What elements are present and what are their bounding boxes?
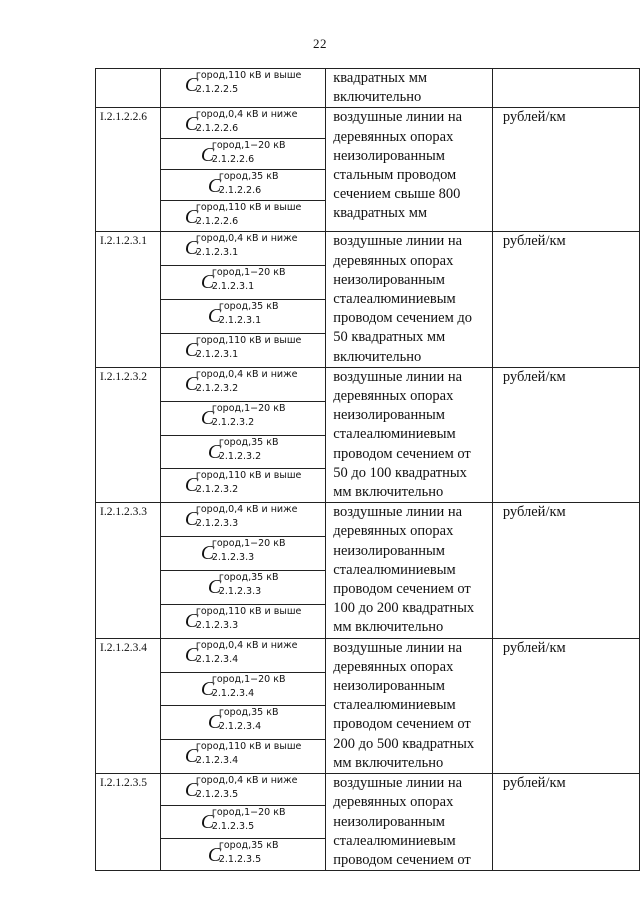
description-line: деревянных опорах — [333, 794, 454, 811]
rate-symbol-superscript: город,35 кВ — [218, 436, 279, 448]
description-line: воздушные линии на — [333, 233, 463, 250]
rate-symbol-letter: C — [184, 609, 199, 632]
rate-symbol-letter: C — [184, 338, 199, 361]
rate-symbol-subscript: 2.1.2.3.5 — [195, 789, 239, 801]
rate-symbol-cell — [160, 108, 325, 139]
rate-symbol-cell — [160, 232, 325, 266]
rate-symbol — [161, 839, 325, 869]
rate-symbol-superscript: город,1−20 кВ — [211, 538, 286, 550]
description-line: деревянных опорах — [333, 523, 454, 540]
rate-symbol — [161, 266, 325, 296]
item-description — [326, 108, 493, 232]
description-line: деревянных опорах — [333, 388, 454, 405]
description-line: сталеалюминиевым — [333, 561, 456, 578]
rate-symbol-letter: C — [184, 372, 199, 395]
description-line: неизолированным — [333, 542, 445, 559]
item-description — [326, 774, 493, 871]
description-line: проводом сечением до — [333, 310, 472, 327]
rate-symbol-letter: C — [207, 440, 222, 463]
rate-symbol-subscript: 2.1.2.3.2 — [195, 382, 239, 394]
item-code: I.2.1.2.3.4 — [96, 638, 161, 773]
description-line: сталеалюминиевым — [333, 832, 456, 849]
unit-of-measure: рублей/км — [492, 774, 639, 871]
description-line: воздушные линии на — [333, 775, 463, 792]
rate-symbol — [161, 469, 325, 499]
rate-symbol-letter: C — [200, 144, 215, 167]
rate-symbol-letter: C — [207, 575, 222, 598]
description-line: 50 до 100 квадратных — [333, 464, 467, 481]
rate-symbol-subscript: 2.1.2.3.4 — [195, 755, 239, 767]
rate-symbol-superscript: город,35 кВ — [218, 571, 279, 583]
rate-symbol-subscript: 2.1.2.3.5 — [211, 821, 255, 833]
unit-of-measure: рублей/км — [492, 367, 639, 502]
item-description — [326, 638, 493, 773]
rate-symbol-subscript: 2.1.2.3.1 — [218, 315, 262, 327]
description-line: проводом сечением от — [333, 445, 471, 462]
rate-symbol — [161, 108, 325, 138]
rate-symbol-cell — [160, 706, 325, 740]
rate-symbol — [161, 706, 325, 736]
description-line: включительно — [333, 89, 422, 106]
rate-symbol — [161, 139, 325, 169]
description-line: сталеалюминиевым — [333, 291, 456, 308]
rate-symbol — [161, 503, 325, 533]
rate-symbol-superscript: город,0,4 кВ и ниже — [195, 368, 298, 380]
description-line: воздушные линии на — [333, 109, 463, 126]
description-line: включительно — [333, 348, 422, 365]
rate-symbol-cell — [160, 604, 325, 638]
rate-symbol-subscript: 2.1.2.3.1 — [195, 348, 239, 360]
table-row — [96, 774, 640, 806]
item-code: I.2.1.2.3.2 — [96, 367, 161, 502]
item-description — [326, 367, 493, 502]
description-line: проводом сечением от — [333, 581, 471, 598]
description-line: неизолированным — [333, 407, 445, 424]
description-line: квадратных мм — [333, 205, 428, 222]
unit-of-measure: рублей/км — [492, 503, 639, 638]
description-line: проводом сечением от — [333, 851, 471, 868]
description-line: стальным проводом — [333, 167, 457, 184]
item-description — [326, 503, 493, 638]
description-line: квадратных мм — [333, 70, 428, 86]
unit-of-measure — [492, 69, 639, 108]
rate-symbol-superscript: город,1−20 кВ — [211, 807, 286, 819]
rate-symbol-subscript: 2.1.2.3.1 — [211, 281, 255, 293]
rate-symbol-letter: C — [184, 206, 199, 229]
item-code: I.2.1.2.2.6 — [96, 108, 161, 232]
tariff-table-body — [96, 69, 640, 871]
rate-symbol-subscript: 2.1.2.2.6 — [195, 123, 239, 135]
rate-symbol-letter: C — [200, 677, 215, 700]
rate-symbol — [161, 232, 325, 262]
table-row — [96, 69, 640, 108]
rate-symbol-superscript: город,1−20 кВ — [211, 402, 286, 414]
rate-symbol-cell — [160, 170, 325, 201]
rate-symbol-superscript: город,35 кВ — [218, 301, 279, 313]
rate-symbol-superscript: город,110 кВ и выше — [195, 202, 302, 214]
description-line: деревянных опорах — [333, 252, 454, 269]
rate-symbol-subscript: 2.1.2.3.3 — [195, 518, 239, 530]
rate-symbol-superscript: город,0,4 кВ и ниже — [195, 504, 298, 516]
rate-symbol-subscript: 2.1.2.3.4 — [218, 721, 262, 733]
rate-symbol — [161, 334, 325, 364]
description-line: 200 до 500 квадратных — [333, 735, 475, 752]
rate-symbol-letter: C — [184, 643, 199, 666]
rate-symbol-letter: C — [184, 474, 199, 497]
unit-of-measure: рублей/км — [492, 108, 639, 232]
description-line: воздушные линии на — [333, 504, 463, 521]
unit-of-measure: рублей/км — [492, 232, 639, 367]
rate-symbol-subscript: 2.1.2.3.4 — [211, 687, 255, 699]
table-row — [96, 367, 640, 401]
rate-symbol-subscript: 2.1.2.3.2 — [195, 484, 239, 496]
rate-symbol — [161, 368, 325, 398]
description-line: неизолированным — [333, 678, 445, 695]
description-line: мм включительно — [333, 484, 444, 501]
rate-symbol — [161, 740, 325, 770]
rate-symbol — [161, 806, 325, 836]
rate-symbol-letter: C — [207, 843, 222, 866]
rate-symbol-cell — [160, 638, 325, 672]
description-line: воздушные линии на — [333, 639, 463, 656]
rate-symbol-superscript: город,0,4 кВ и ниже — [195, 109, 298, 121]
rate-symbol-letter: C — [200, 542, 215, 565]
rate-symbol-subscript: 2.1.2.3.1 — [195, 247, 239, 259]
rate-symbol-superscript: город,0,4 кВ и ниже — [195, 233, 298, 245]
rate-symbol-cell — [160, 69, 325, 108]
rate-symbol-letter: C — [207, 711, 222, 734]
rate-symbol-letter: C — [200, 406, 215, 429]
rate-symbol-cell — [160, 266, 325, 300]
description-line: сталеалюминиевым — [333, 697, 456, 714]
rate-symbol-superscript: город,0,4 кВ и ниже — [195, 639, 298, 651]
description-line: неизолированным — [333, 813, 445, 830]
description-line: проводом сечением от — [333, 716, 471, 733]
rate-symbol-letter: C — [184, 745, 199, 768]
rate-symbol-superscript: город,35 кВ — [218, 839, 279, 851]
rate-symbol-subscript: 2.1.2.3.3 — [211, 552, 255, 564]
rate-symbol-subscript: 2.1.2.2.5 — [195, 84, 239, 95]
rate-symbol-letter: C — [207, 175, 222, 198]
table-row — [96, 108, 640, 139]
rate-symbol-superscript: город,110 кВ и выше — [195, 70, 302, 81]
description-line: неизолированным — [333, 271, 445, 288]
tariff-table — [95, 68, 640, 871]
rate-symbol-superscript: город,110 кВ и выше — [195, 741, 302, 753]
rate-symbol-cell — [160, 740, 325, 774]
page-number: 22 — [313, 36, 327, 51]
rate-symbol — [161, 402, 325, 432]
rate-symbol-superscript: город,1−20 кВ — [211, 267, 286, 279]
description-line: сталеалюминиевым — [333, 426, 456, 443]
description-line: 50 квадратных мм — [333, 329, 446, 346]
rate-symbol — [161, 170, 325, 200]
rate-symbol — [161, 436, 325, 466]
rate-symbol-subscript: 2.1.2.3.2 — [218, 450, 262, 462]
item-description — [326, 232, 493, 367]
rate-symbol — [161, 300, 325, 330]
rate-symbol — [161, 571, 325, 601]
rate-symbol-cell — [160, 672, 325, 706]
rate-symbol-subscript: 2.1.2.3.2 — [211, 416, 255, 428]
rate-symbol — [161, 605, 325, 635]
rate-symbol — [161, 639, 325, 669]
rate-symbol-cell — [160, 201, 325, 232]
description-line: 100 до 200 квадратных — [333, 600, 475, 617]
rate-symbol-cell — [160, 570, 325, 604]
description-line: мм включительно — [333, 754, 444, 771]
rate-symbol — [161, 69, 325, 99]
rate-symbol-superscript: город,110 кВ и выше — [195, 470, 302, 482]
table-row — [96, 638, 640, 672]
item-code: I.2.1.2.3.3 — [96, 503, 161, 638]
rate-symbol-letter: C — [200, 811, 215, 834]
rate-symbol-subscript: 2.1.2.2.6 — [218, 185, 262, 197]
rate-symbol-cell — [160, 401, 325, 435]
unit-of-measure: рублей/км — [492, 638, 639, 773]
rate-symbol-cell — [160, 367, 325, 401]
rate-symbol-cell — [160, 806, 325, 838]
rate-symbol-cell — [160, 300, 325, 334]
rate-symbol-superscript: город,110 кВ и выше — [195, 334, 302, 346]
rate-symbol-letter: C — [184, 237, 199, 260]
rate-symbol-letter: C — [184, 779, 199, 802]
description-line: неизолированным — [333, 147, 445, 164]
rate-symbol-superscript: город,1−20 кВ — [211, 673, 286, 685]
item-code: I.2.1.2.3.5 — [96, 774, 161, 871]
item-code — [96, 69, 161, 108]
rate-symbol-cell — [160, 537, 325, 571]
rate-symbol-letter: C — [184, 74, 199, 96]
description-line: воздушные линии на — [333, 368, 463, 385]
rate-symbol-subscript: 2.1.2.3.3 — [195, 619, 239, 631]
rate-symbol-cell — [160, 435, 325, 469]
rate-symbol-superscript: город,1−20 кВ — [211, 140, 286, 152]
rate-symbol — [161, 201, 325, 231]
rate-symbol-cell — [160, 139, 325, 170]
description-line: деревянных опорах — [333, 658, 454, 675]
rate-symbol-cell — [160, 503, 325, 537]
rate-symbol — [161, 774, 325, 804]
rate-symbol-subscript: 2.1.2.2.6 — [211, 154, 255, 166]
table-row — [96, 232, 640, 266]
description-line: сечением свыше 800 — [333, 186, 461, 203]
item-code: I.2.1.2.3.1 — [96, 232, 161, 367]
rate-symbol-subscript: 2.1.2.3.5 — [218, 853, 262, 865]
rate-symbol-cell — [160, 333, 325, 367]
rate-symbol-subscript: 2.1.2.2.6 — [195, 216, 239, 228]
rate-symbol — [161, 537, 325, 567]
description-line: деревянных опорах — [333, 128, 454, 145]
rate-symbol-superscript: город,0,4 кВ и ниже — [195, 775, 298, 787]
rate-symbol — [161, 673, 325, 703]
rate-symbol-superscript: город,35 кВ — [218, 707, 279, 719]
rate-symbol-letter: C — [200, 271, 215, 294]
rate-symbol-cell — [160, 838, 325, 870]
rate-symbol-cell — [160, 469, 325, 503]
rate-symbol-superscript: город,110 кВ и выше — [195, 605, 302, 617]
description-line: мм включительно — [333, 619, 444, 636]
item-description — [326, 69, 493, 108]
rate-symbol-subscript: 2.1.2.3.3 — [218, 585, 262, 597]
rate-symbol-cell — [160, 774, 325, 806]
table-row — [96, 503, 640, 537]
rate-symbol-superscript: город,35 кВ — [218, 171, 279, 183]
rate-symbol-letter: C — [184, 508, 199, 531]
rate-symbol-subscript: 2.1.2.3.4 — [195, 653, 239, 665]
rate-symbol-letter: C — [207, 305, 222, 328]
rate-symbol-letter: C — [184, 113, 199, 136]
